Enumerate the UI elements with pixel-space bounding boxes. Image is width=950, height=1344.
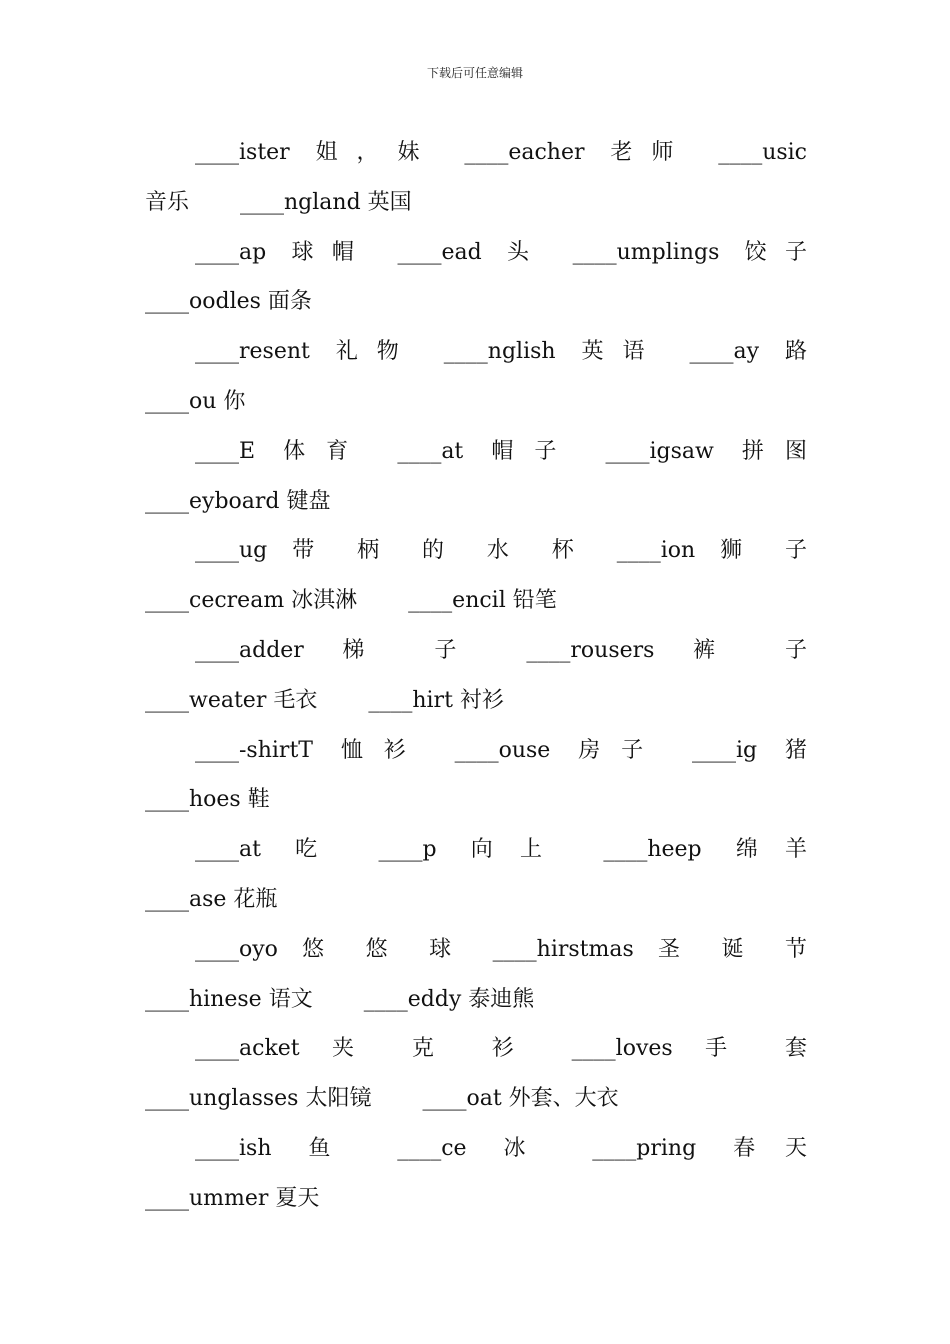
vocab-entry: ____hoes 鞋 [145, 787, 270, 813]
vocab-entry: ____hirstmas 圣 诞 节 [492, 936, 807, 962]
vocab-entry: ____nglish 英语 [443, 339, 664, 365]
worksheet-line [145, 477, 807, 527]
vocab-entry: ____eddy 泰迪熊 [363, 986, 535, 1012]
vocab-entry: ____eacher 老师 [464, 140, 693, 165]
worksheet-line [145, 825, 807, 875]
worksheet-line [145, 178, 807, 228]
vocab-entry: ____ase 花瓶 [145, 886, 278, 912]
vocab-entry: ____p 向上 [378, 837, 570, 863]
worksheet-line [145, 228, 807, 278]
vocab-entry: ____hinese 语文 [145, 986, 313, 1012]
vocab-entry: ____ce 冰 [397, 1135, 556, 1161]
worksheet-line [145, 576, 807, 626]
worksheet-line [145, 1124, 807, 1174]
vocab-entry: ____cecream 冰淇淋 [145, 588, 358, 614]
vocab-entry: ____E 体育 [195, 438, 370, 464]
vocab-entry: ____unglasses 太阳镜 [145, 1086, 372, 1112]
vocabulary-worksheet [145, 128, 807, 1224]
vocab-entry: ____ug 带 柄 的 水 杯 [195, 538, 592, 564]
worksheet-line [145, 277, 807, 327]
worksheet-line [145, 1174, 807, 1224]
vocab-entry: ____usic [718, 140, 807, 165]
worksheet-line [145, 676, 807, 726]
vocab-entry: ____at 吃 [195, 837, 345, 863]
worksheet-line [145, 726, 807, 776]
vocab-entry: ____ngland 英国 [240, 189, 412, 215]
worksheet-line [145, 875, 807, 925]
vocab-entry: ____pring 春天 [592, 1135, 807, 1161]
vocab-entry: ____eyboard 键盘 [145, 488, 331, 514]
vocab-entry: ____ion 狮 子 [616, 538, 807, 564]
worksheet-line [145, 327, 807, 377]
worksheet-line [145, 1074, 807, 1124]
vocab-entry: ____at 帽子 [397, 438, 578, 464]
worksheet-line [145, 427, 807, 477]
vocab-entry: ____ou 你 [145, 388, 246, 414]
vocab-entry: ____ummer 夏天 [145, 1185, 320, 1211]
vocab-entry: ____oodles 面条 [145, 289, 312, 315]
worksheet-line [145, 1024, 807, 1074]
vocab-entry: ____ouse 房子 [454, 737, 665, 763]
vocab-entry: ____oat 外套、大衣 [422, 1086, 619, 1112]
worksheet-line [145, 775, 807, 825]
vocab-entry: ____ister 姐，妹 [195, 140, 439, 165]
vocab-entry: ____encil 铅笔 [408, 588, 557, 614]
vocab-entry: ____loves 手 套 [571, 1036, 807, 1062]
vocab-entry: ____ay 路 [689, 339, 807, 365]
worksheet-line [145, 626, 807, 676]
vocab-entry: ____ead 头 [397, 239, 548, 265]
vocab-entry: ____rousers 裤 子 [526, 637, 807, 663]
worksheet-line [145, 128, 807, 178]
vocab-entry: ____oyo 悠 悠 球 [195, 936, 469, 962]
vocab-entry: ____acket 夹 克 衫 [195, 1036, 540, 1062]
vocab-entry: ____ap 球帽 [195, 239, 373, 265]
worksheet-line [145, 377, 807, 427]
vocab-entry: ____umplings 饺子 [572, 239, 807, 265]
page-header: 下载后可任意编辑 [426, 66, 523, 80]
vocab-entry: ____weater 毛衣 [145, 687, 318, 713]
vocab-entry: ____resent 礼物 [195, 339, 418, 365]
vocab-entry: 音乐 [145, 189, 190, 215]
vocab-entry: ____-shirtT 恤衫 [195, 737, 427, 763]
vocab-entry: ____ig 猪 [691, 737, 807, 763]
vocab-entry: ____hirt 衬衫 [368, 687, 504, 713]
vocab-entry: ____adder 梯 子 [195, 637, 488, 663]
worksheet-line [145, 975, 807, 1025]
worksheet-line [145, 526, 807, 576]
vocab-entry: ____igsaw 拼图 [605, 438, 807, 464]
worksheet-line [145, 925, 807, 975]
vocab-entry: ____heep 绵羊 [603, 837, 807, 863]
vocab-entry: ____ish 鱼 [195, 1135, 361, 1161]
